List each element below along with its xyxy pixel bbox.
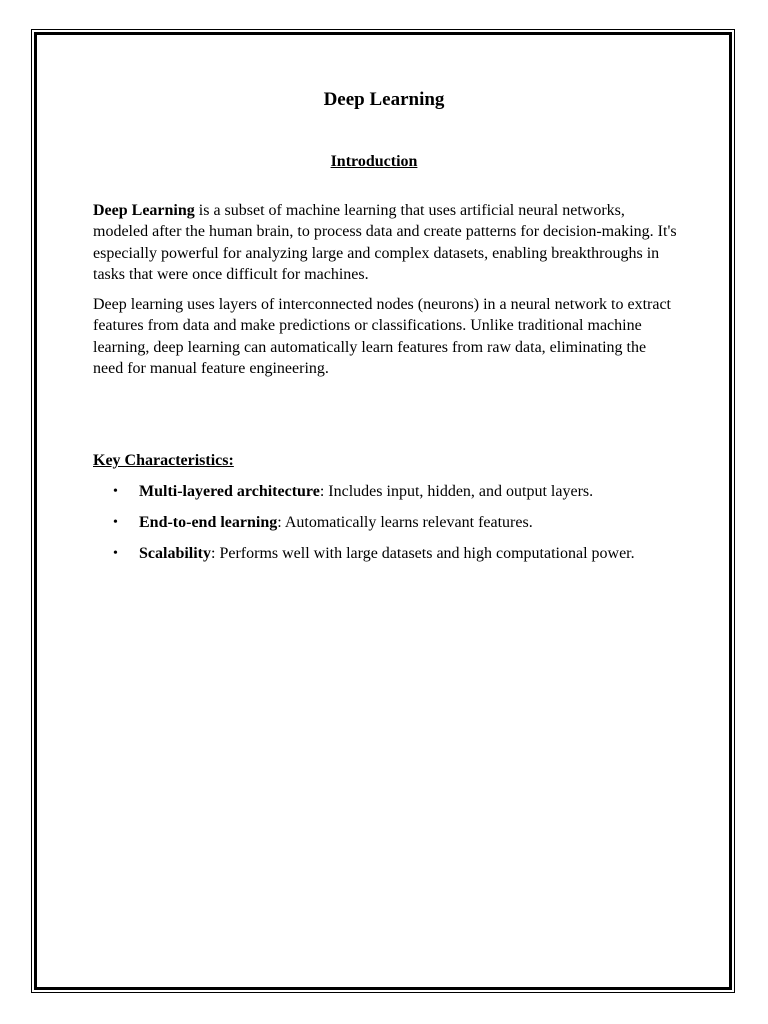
characteristic-term: Scalability xyxy=(139,545,212,562)
bullet-icon: • xyxy=(113,546,118,561)
characteristics-list xyxy=(113,481,673,574)
list-item xyxy=(113,481,673,502)
intro-lead-term: Deep Learning xyxy=(93,202,195,219)
characteristic-desc: : Performs well with large datasets and high computational power. xyxy=(211,545,635,562)
characteristic-term: End-to-end learning xyxy=(139,514,278,531)
page-title: Deep Learning xyxy=(323,89,445,110)
list-item xyxy=(113,512,673,533)
key-characteristics-heading: Key Characteristics: xyxy=(93,452,234,469)
characteristic-desc: : Automatically learns relevant features. xyxy=(277,514,533,531)
intro-paragraph-2: Deep learning uses layers of interconnected nodes (neurons) in a neural network to extract features from data and make predictions or classifications. Unlike traditional machine learning, deep learning can automatically learn features from raw data, eliminating the need for manual feature engineering. xyxy=(93,296,671,378)
bullet-icon: • xyxy=(113,484,118,499)
characteristic-desc: : Includes input, hidden, and output layers. xyxy=(319,483,594,500)
bullet-icon: • xyxy=(113,515,118,530)
intro-paragraph-1 xyxy=(93,200,678,286)
introduction-heading: Introduction xyxy=(330,153,418,170)
intro-paragraph-1-text: is a subset of machine learning that uses artificial neural networks, modeled after the human brain, to process data and create patterns for decision-making. It's especially powerful for analyzing large and complex datasets, enabling breakthroughs in tasks that were once difficult for machines. xyxy=(93,202,677,284)
list-item xyxy=(113,543,673,564)
characteristic-term: Multi-layered architecture xyxy=(139,483,320,500)
